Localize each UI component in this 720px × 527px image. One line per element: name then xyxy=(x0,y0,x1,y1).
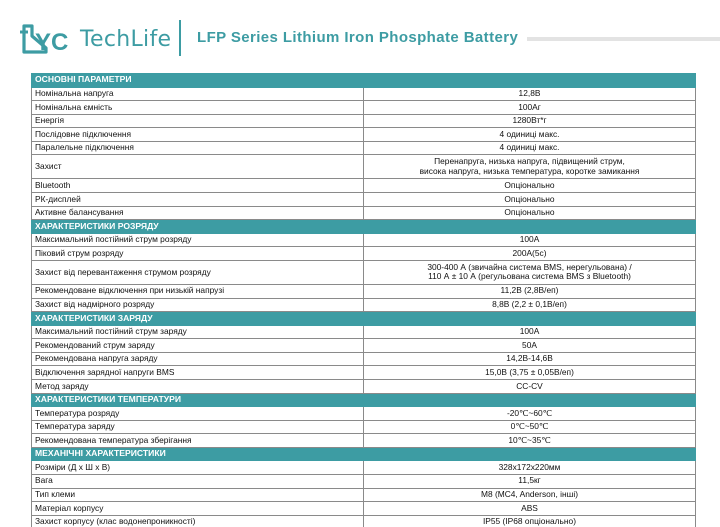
row-value: -20℃~60℃ xyxy=(364,407,696,421)
table-row xyxy=(32,284,696,298)
row-value: 11,2В (2,8В/еп) xyxy=(364,284,696,298)
table-row xyxy=(32,233,696,247)
row-label: Активне балансування xyxy=(32,206,364,220)
table-row xyxy=(32,352,696,366)
header-decor-bar xyxy=(527,37,720,41)
table-row xyxy=(32,179,696,193)
row-value: ABS xyxy=(364,502,696,516)
table-row xyxy=(32,434,696,448)
row-label: Тип клеми xyxy=(32,488,364,502)
row-value: Перенапруга, низька напруга, підвищений струм, висока напруга, низька температура, коротке замикання xyxy=(364,155,696,179)
table-row xyxy=(32,325,696,339)
table-row xyxy=(32,420,696,434)
row-value: 100А xyxy=(364,325,696,339)
row-value: 100Аг xyxy=(364,101,696,115)
yc-monogram-icon xyxy=(18,22,74,56)
row-label: Послідовне підключення xyxy=(32,128,364,142)
row-label: Вага xyxy=(32,474,364,488)
row-value: M8 (MC4, Anderson, інші) xyxy=(364,488,696,502)
page-header xyxy=(0,0,720,62)
row-value: CC-CV xyxy=(364,380,696,394)
table-row xyxy=(32,515,696,527)
row-label: Номінальна напруга xyxy=(32,87,364,101)
row-value: 10℃~35℃ xyxy=(364,434,696,448)
row-label: Рекомендована температура зберігання xyxy=(32,434,364,448)
row-value: 14,2В-14,6В xyxy=(364,352,696,366)
table-row xyxy=(32,155,696,179)
row-value: 11,5кг xyxy=(364,474,696,488)
table-row xyxy=(32,474,696,488)
section-header xyxy=(32,220,696,234)
table-row xyxy=(32,407,696,421)
row-value: Опціонально xyxy=(364,206,696,220)
table-row xyxy=(32,298,696,312)
row-value: 4 одиниці макс. xyxy=(364,128,696,142)
row-value: 50А xyxy=(364,339,696,353)
row-label: Рекомендований струм заряду xyxy=(32,339,364,353)
row-value: 1280Вт*г xyxy=(364,114,696,128)
row-value: 12,8В xyxy=(364,87,696,101)
row-label: Відключення зарядної напруги BMS xyxy=(32,366,364,380)
row-value: Опціонально xyxy=(364,193,696,207)
row-label: Енергія xyxy=(32,114,364,128)
row-value: Опціонально xyxy=(364,179,696,193)
section-header xyxy=(32,393,696,407)
row-label: Bluetooth xyxy=(32,179,364,193)
spec-table xyxy=(31,73,696,527)
table-row xyxy=(32,193,696,207)
row-label: Номінальна ємність xyxy=(32,101,364,115)
section-header xyxy=(32,447,696,461)
table-row xyxy=(32,101,696,115)
logo-initials: YC xyxy=(35,29,69,56)
table-row xyxy=(32,87,696,101)
row-value: 300-400 А (звичайна система BMS, нерегульована) / 110 А ± 10 А (регульована система BMS з Bluetooth) xyxy=(364,260,696,284)
row-label: Метод заряду xyxy=(32,380,364,394)
section-title: ХАРАКТЕРИСТИКИ РОЗРЯДУ xyxy=(32,220,696,234)
row-label: Температура заряду xyxy=(32,420,364,434)
table-row xyxy=(32,128,696,142)
table-row xyxy=(32,339,696,353)
section-title: ХАРАКТЕРИСТИКИ ТЕМПЕРАТУРИ xyxy=(32,393,696,407)
table-row xyxy=(32,380,696,394)
row-label: Рекомендоване відключення при низькій напрузі xyxy=(32,284,364,298)
row-label: Максимальний постійний струм розряду xyxy=(32,233,364,247)
row-label: Захист xyxy=(32,155,364,179)
row-value: 328x172x220мм xyxy=(364,461,696,475)
table-row xyxy=(32,114,696,128)
table-row xyxy=(32,247,696,261)
row-label: Температура розряду xyxy=(32,407,364,421)
row-label: Захист корпусу (клас водонепроникності) xyxy=(32,515,364,527)
table-row xyxy=(32,502,696,516)
section-header xyxy=(32,74,696,88)
row-label: Розміри (Д х Ш х В) xyxy=(32,461,364,475)
row-value: 4 одиниці макс. xyxy=(364,141,696,155)
row-value: IP55 (IP68 опціонально) xyxy=(364,515,696,527)
section-title: ХАРАКТЕРИСТИКИ ЗАРЯДУ xyxy=(32,312,696,326)
spec-table-body xyxy=(32,74,696,527)
table-row xyxy=(32,488,696,502)
row-label: Піковий струм розряду xyxy=(32,247,364,261)
row-label: Захист від надмірного розряду xyxy=(32,298,364,312)
row-label: Рекомендована напруга заряду xyxy=(32,352,364,366)
header-divider xyxy=(179,20,181,56)
document-title: LFP Series Lithium Iron Phosphate Battery xyxy=(197,29,519,46)
table-row xyxy=(32,141,696,155)
row-value: 15,0В (3,75 ± 0,05В/еп) xyxy=(364,366,696,380)
section-title: МЕХАНІЧНІ ХАРАКТЕРИСТИКИ xyxy=(32,447,696,461)
row-label: РК-дисплей xyxy=(32,193,364,207)
row-value: 0℃~50℃ xyxy=(364,420,696,434)
row-label: Паралельне підключення xyxy=(32,141,364,155)
table-row xyxy=(32,206,696,220)
table-row xyxy=(32,260,696,284)
row-value: 8,8В (2,2 ± 0,1В/еп) xyxy=(364,298,696,312)
row-label: Максимальний постійний струм заряду xyxy=(32,325,364,339)
brand-name: TechLife xyxy=(80,27,172,52)
row-value: 200А(5с) xyxy=(364,247,696,261)
table-row xyxy=(32,461,696,475)
row-label: Захист від перевантаження струмом розряду xyxy=(32,260,364,284)
section-header xyxy=(32,312,696,326)
section-title: ОСНОВНІ ПАРАМЕТРИ xyxy=(32,74,696,88)
row-label: Матеріал корпусу xyxy=(32,502,364,516)
table-row xyxy=(32,366,696,380)
row-value: 100А xyxy=(364,233,696,247)
